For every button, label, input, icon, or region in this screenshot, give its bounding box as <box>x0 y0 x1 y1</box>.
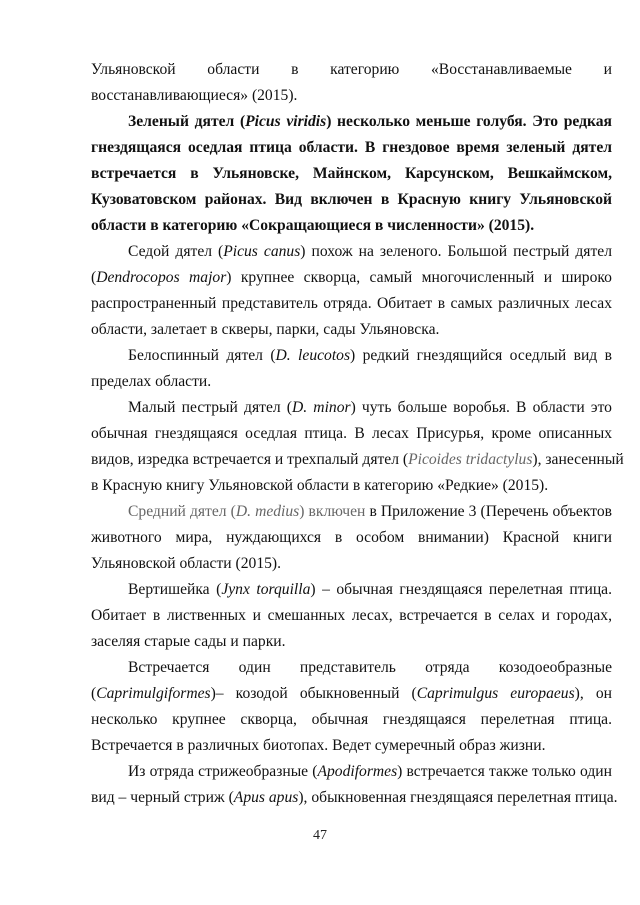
text-run: ) – обычная гнездящаяся перелетная птица. <box>310 581 613 598</box>
text-run: ), он <box>574 685 612 702</box>
text-run: Ульяновской области в категорию «Восстанавливаемые и <box>91 61 612 78</box>
text-run: ), обыкновенная гнездящаяся перелетная птица. <box>298 789 618 806</box>
text-run: несколько крупнее скворца, обычная гнездящаяся перелетная птица. <box>91 711 612 728</box>
text-run: в Красную книгу Ульяновской области в категорию «Редкие» (2015). <box>91 477 549 494</box>
text-run: Встречается один представитель отряда козодоеобразные <box>128 659 612 676</box>
text-line <box>91 343 612 369</box>
text-run: Из отряда стрижеобразные ( <box>128 763 318 780</box>
text-run: ) крупнее скворца, самый многочисленный и широко <box>226 269 612 286</box>
text-line <box>91 213 612 239</box>
text-run: Средний дятел ( <box>128 503 236 520</box>
page-number: 47 <box>313 828 327 843</box>
text-line <box>91 135 612 161</box>
text-run: Caprimulgus europaeus <box>416 685 575 702</box>
text-run: обычная гнездящаяся оседлая птица. В лесах Присурья, кроме описанных <box>91 425 612 442</box>
text-run: Apodiformes <box>317 763 398 780</box>
text-run: вид – черный стриж ( <box>91 789 234 806</box>
text-run: встречается в Ульяновске, Майнском, Карсунском, Вешкаймском, <box>91 165 612 182</box>
text-line <box>91 603 612 629</box>
text-run: области в категорию «Сокращающиеся в численности» (2015). <box>91 217 535 234</box>
text-run: Седой дятел ( <box>128 243 224 260</box>
text-line <box>91 421 612 447</box>
text-run: области, залетает в скверы, парки, сады Ульяновска. <box>91 321 440 338</box>
text-line <box>91 187 612 213</box>
text-line <box>91 525 612 551</box>
text-run: в Приложение 3 (Перечень объектов <box>365 503 612 520</box>
text-line <box>91 733 612 759</box>
text-run: ) похож на зеленого. Большой пестрый дятел <box>300 243 612 260</box>
text-run: Зеленый дятел ( <box>128 113 246 130</box>
text-run: ) чуть больше воробья. В области это <box>350 399 612 416</box>
text-line <box>91 83 612 109</box>
text-line <box>91 551 612 577</box>
text-line <box>91 239 612 265</box>
text-line <box>91 681 612 707</box>
text-line <box>91 109 612 135</box>
text-line <box>91 629 612 655</box>
text-run: восстанавливающиеся» (2015). <box>91 87 298 104</box>
text-run: Обитает в лиственных и смешанных лесах, встречается в селах и городах, <box>91 607 612 624</box>
text-line <box>91 447 624 473</box>
text-line <box>91 473 612 499</box>
text-line <box>91 369 612 395</box>
text-line <box>91 317 612 343</box>
text-run: пределах области. <box>91 373 212 390</box>
text-line <box>91 707 612 733</box>
text-run: Малый пестрый дятел ( <box>128 399 292 416</box>
text-run: ( <box>91 685 97 702</box>
text-run: D. leucotos <box>275 347 351 364</box>
text-line <box>91 785 618 811</box>
text-run: Белоспинный дятел ( <box>128 347 276 364</box>
text-run: D. minor <box>292 399 351 416</box>
text-line <box>91 161 612 187</box>
text-run: ), занесенный <box>532 451 624 468</box>
text-run: ) включен <box>299 503 366 520</box>
text-run: Ульяновской области (2015). <box>91 555 282 572</box>
text-run: Picus viridis <box>245 113 327 130</box>
text-run: Вертишейка ( <box>128 581 222 598</box>
text-run: Picus canus <box>223 243 301 260</box>
text-line <box>91 577 612 603</box>
text-line <box>91 395 612 421</box>
text-run: ) редкий гнездящийся оседлый вид в <box>350 347 612 364</box>
text-run: )– козодой обыкновенный ( <box>210 685 417 702</box>
text-run: ) несколько меньше голубя. Это редкая <box>326 113 612 130</box>
text-run: Встречается в различных биотопах. Ведет сумеречный образ жизни. <box>91 737 546 754</box>
text-run: Apus apus <box>233 789 299 806</box>
text-run: D. medius <box>235 503 300 520</box>
text-line <box>91 291 612 317</box>
text-run: распространенный представитель отряда. Обитает в самых различных лесах <box>91 295 612 312</box>
text-line <box>91 499 612 525</box>
text-run: животного мира, нуждающихся в особом внимании) Красной книги <box>91 529 612 546</box>
text-run: Picoides tridactylus <box>408 451 533 468</box>
text-run: Dendrocopos major <box>96 269 227 286</box>
text-line <box>91 655 612 681</box>
text-line <box>91 57 612 83</box>
text-run: видов, изредка встречается и трехпалый дятел ( <box>91 451 409 468</box>
text-run: заселяя старые сады и парки. <box>91 633 286 650</box>
text-line <box>91 265 612 291</box>
text-run: Jynx torquilla <box>221 581 311 598</box>
text-run: гнездящаяся оседлая птица области. В гнездовое время зеленый дятел <box>91 139 612 156</box>
text-run: Caprimulgiformes <box>96 685 211 702</box>
text-run: ( <box>91 269 97 286</box>
text-run: Кузоватовском районах. Вид включен в Красную книгу Ульяновской <box>91 191 612 208</box>
text-line <box>91 759 612 785</box>
document-body <box>91 57 624 811</box>
text-run: ) встречается также только один <box>397 763 612 780</box>
